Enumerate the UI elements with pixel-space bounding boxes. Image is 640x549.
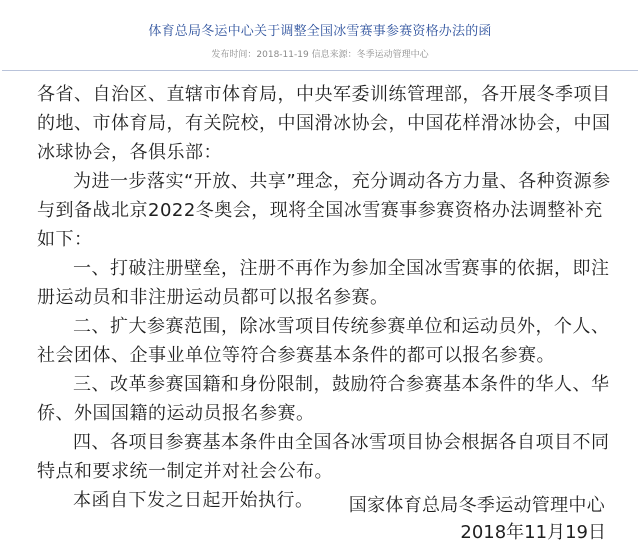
paragraph-item-1: 一、打破注册壁垒，注册不再作为参加全国冰雪赛事的依据，即注册运动员和非注册运动员都可以报名参赛。 (37, 258, 610, 308)
document-title: 体育总局冬运中心关于调整全国冰雪赛事参赛资格办法的函 (148, 24, 492, 39)
paragraph-item-2: 二、扩大参赛范围，除冰雪项目传统参赛单位和运动员外，个人、社会团体、企事业单位等符合参赛基本条件的都可以报名参赛。 (37, 316, 610, 366)
issue-date: 2018年11月19日 (460, 522, 606, 543)
paragraph-closing: 本函自下发之日起开始执行。 (73, 490, 314, 511)
addressee: 各省、自治区、直辖市体育局，中央军委训练管理部，各开展冬季项目的地、市体育局，有关院校，中国滑冰协会，中国花样滑冰协会，中国冰球协会，各俱乐部： (37, 84, 611, 163)
document-body (37, 80, 612, 515)
paragraph-item-3: 三、改革参赛国籍和身份限制，鼓励符合参赛基本条件的华人、华侨、外国国籍的运动员报名参赛。 (37, 374, 610, 424)
paragraph-item-4: 四、各项目参赛基本条件由全国各冰雪项目协会根据各自项目不同特点和要求统一制定并对社会公布。 (37, 432, 610, 482)
title-divider (2, 70, 638, 71)
paragraph-intro: 为进一步落实“开放、共享”理念，充分调动各方力量、各种资源参与到备战北京2022冬奥会，现将全国冰雪赛事参赛资格办法调整补充如下： (37, 171, 611, 250)
issuer-signature: 国家体育总局冬季运动管理中心 (348, 495, 605, 516)
publish-meta: 发布时间：2018-11-19 信息来源：冬季运动管理中心 (211, 50, 429, 60)
